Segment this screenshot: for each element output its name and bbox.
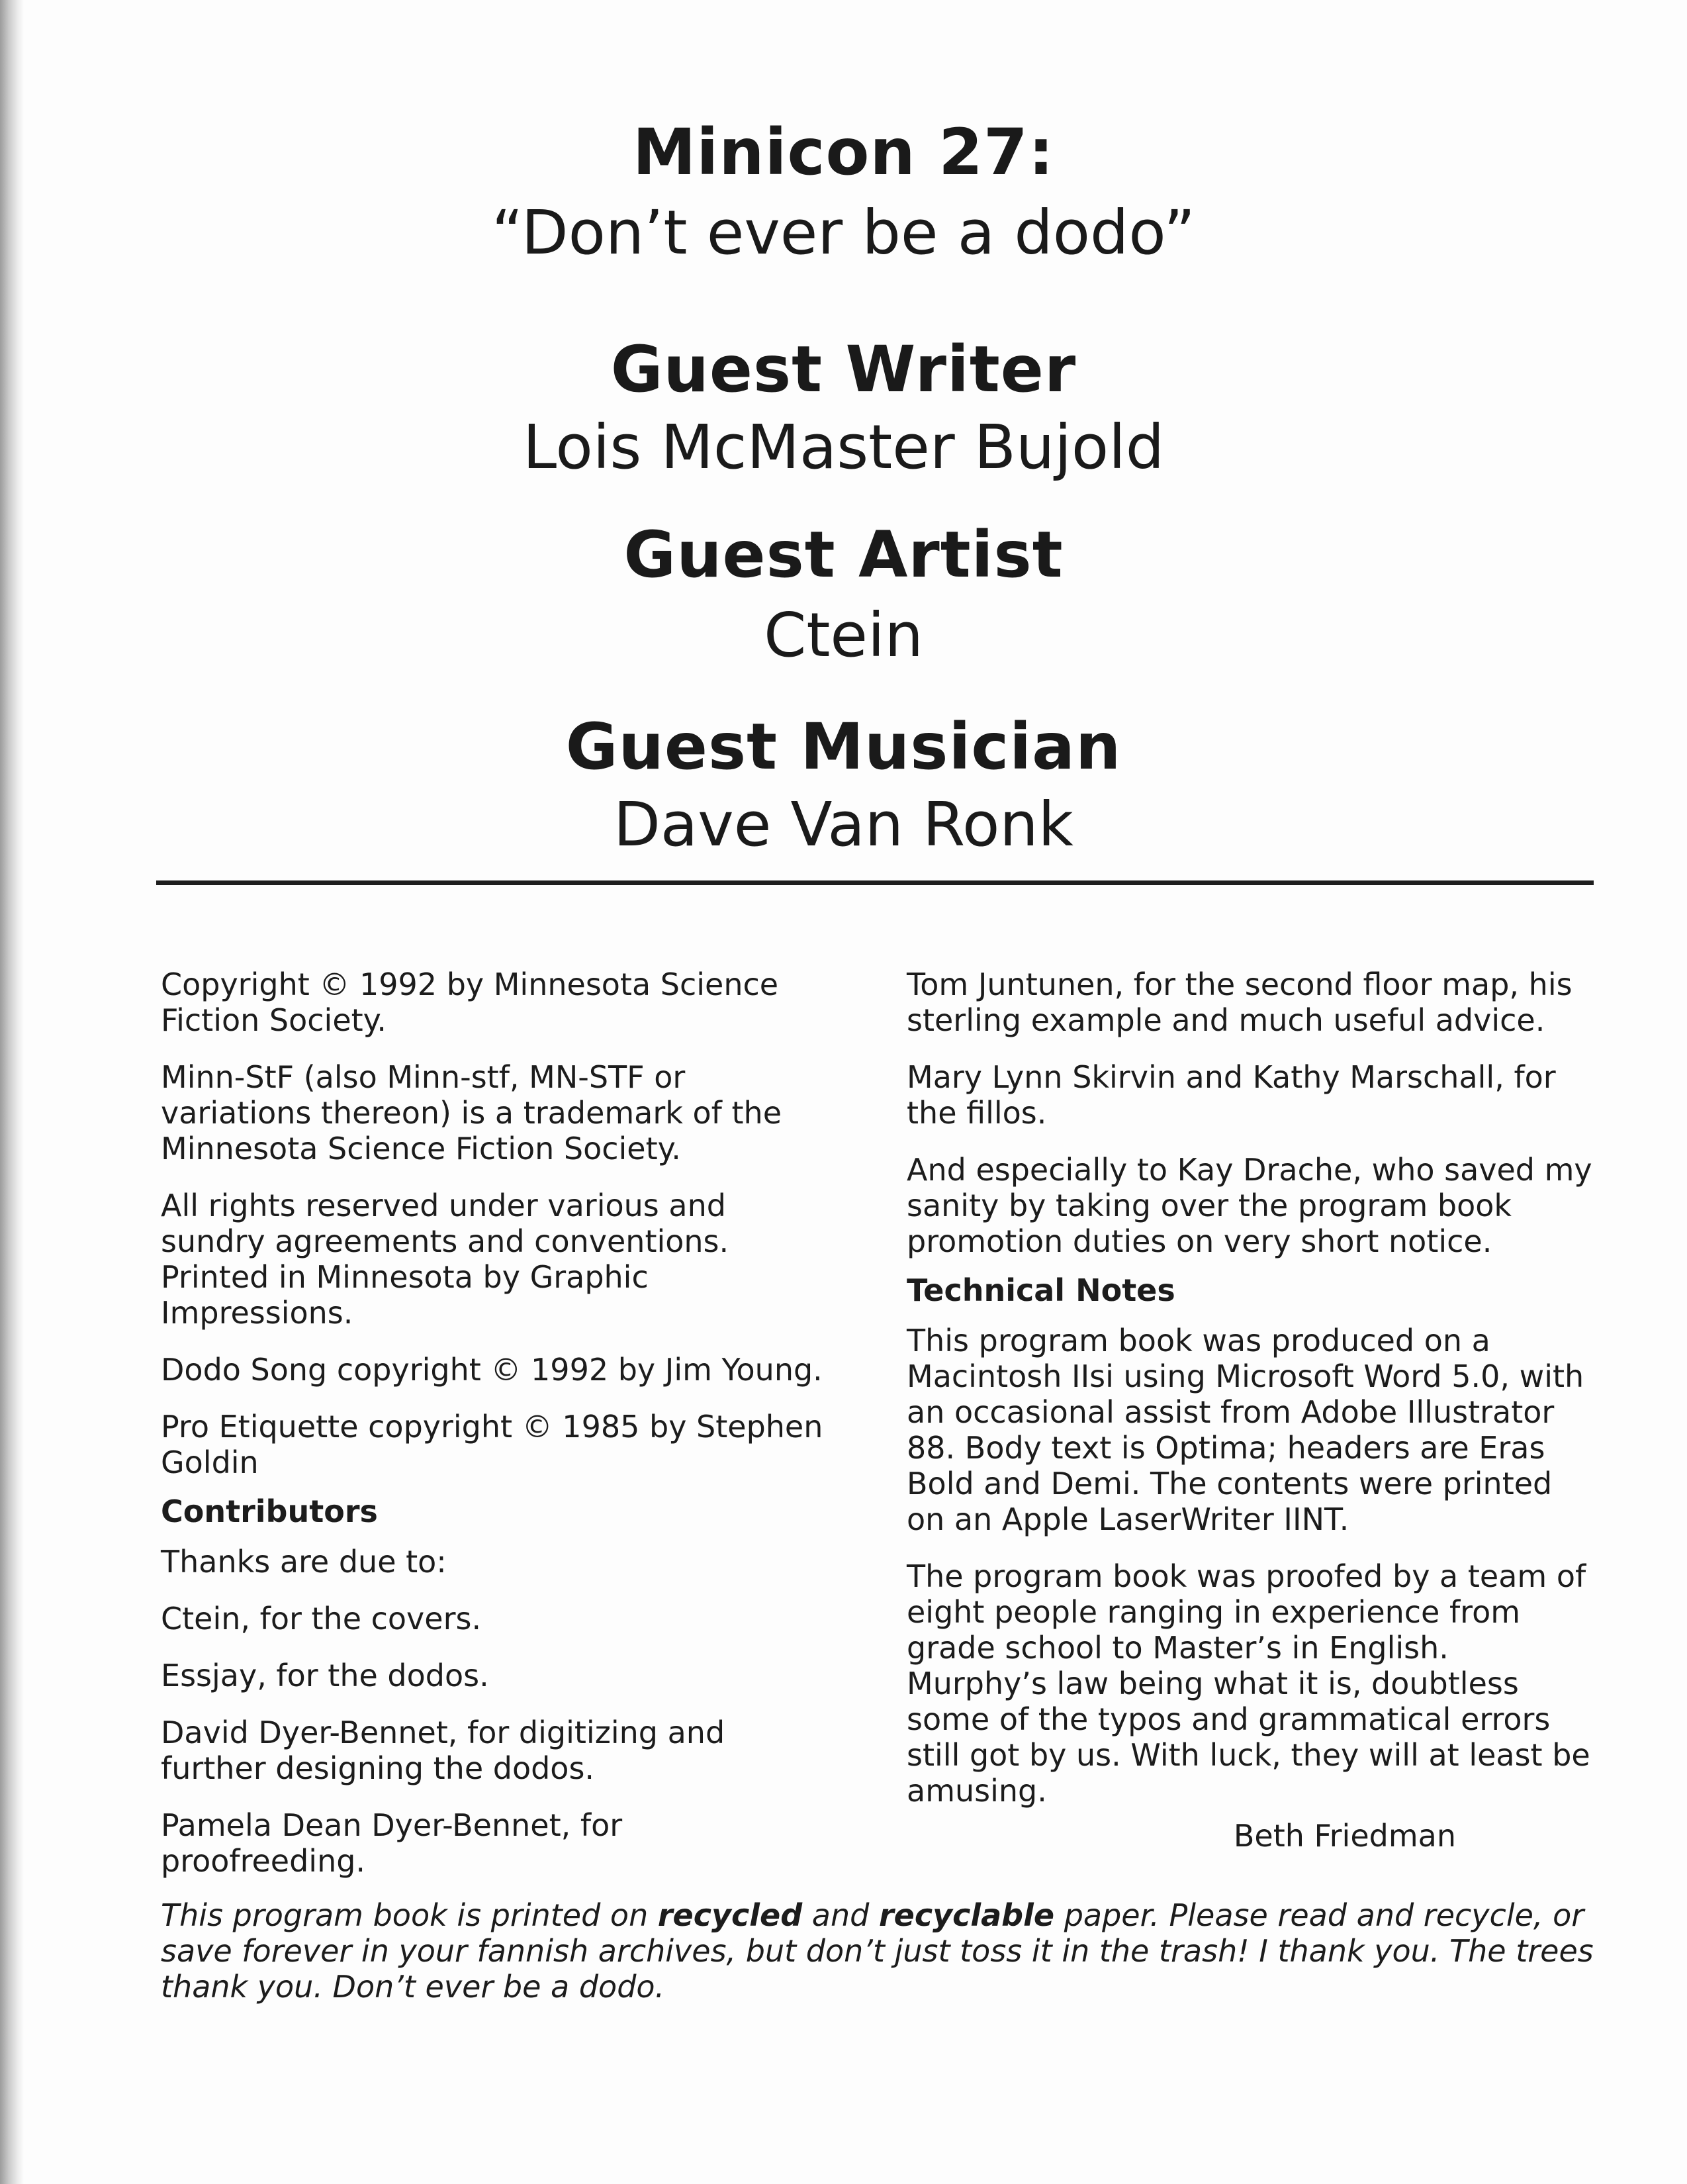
guest-artist-role: Guest Artist — [623, 518, 1064, 592]
contributors-heading: Contributors — [161, 1494, 378, 1529]
event-theme: “Don’t ever be a dodo” — [491, 197, 1196, 268]
thanks-item: And especially to Kay Drache, who saved my sanity by taking over the program book promotion duties on very short notice. — [907, 1152, 1592, 1259]
right-column — [907, 967, 1595, 1854]
binding-shadow — [0, 0, 24, 2184]
guest-musician-role: Guest Musician — [565, 710, 1122, 784]
left-column — [161, 967, 836, 1900]
contributor-item: Ctein, for the covers. — [161, 1601, 482, 1637]
rights-notice: All rights reserved under various and sundry agreements and conventions. Printed in Minnesota by Graphic Impressions. — [161, 1188, 729, 1331]
thanks-item: Tom Juntunen, for the second floor map, his sterling example and much useful advice. — [907, 967, 1573, 1038]
recycling-note-text: paper. Please read and recycle, or save forever in your fannish archives, but don’t just toss it in the trash! I thank you. The trees thank you. Don’t ever be a dodo. — [161, 1897, 1594, 2005]
header-divider — [156, 880, 1594, 885]
contributor-item: Pamela Dean Dyer-Bennet, for proofreeding. — [161, 1807, 623, 1879]
guest-artist-name: Ctein — [764, 600, 923, 671]
dodo-song-copyright: Dodo Song copyright © 1992 by Jim Young. — [161, 1352, 823, 1388]
technical-note: This program book was produced on a Macintosh IIsi using Microsoft Word 5.0, with an occasional assist from Adobe Illustrator 88. Body text is Optima; headers are Eras Bold and Demi. The contents were printed on an Apple LaserWriter IINT. — [907, 1323, 1584, 1537]
contributor-item: Thanks are due to: — [161, 1544, 447, 1580]
recycling-note — [161, 1897, 1600, 2005]
pro-etiquette-copyright: Pro Etiquette copyright © 1985 by Stephen Goldin — [161, 1409, 823, 1480]
recycling-note-text: and — [802, 1897, 879, 1933]
contributor-item: Essjay, for the dodos. — [161, 1658, 489, 1693]
guest-writer-role: Guest Writer — [610, 332, 1077, 406]
event-title: Minicon 27: — [632, 115, 1055, 189]
author-signature: Beth Friedman — [1233, 1818, 1456, 1854]
recycled-emphasis: recycled — [657, 1897, 803, 1933]
technical-notes-heading: Technical Notes — [907, 1272, 1175, 1308]
thanks-item: Mary Lynn Skirvin and Kathy Marschall, for the fillos. — [907, 1059, 1556, 1131]
copyright-notice: Copyright © 1992 by Minnesota Science Fiction Society. — [161, 967, 779, 1038]
trademark-notice: Minn-StF (also Minn-stf, MN-STF or variations thereon) is a trademark of the Minnesota Science Fiction Society. — [161, 1059, 782, 1166]
recycling-note-text: This program book is printed on — [161, 1897, 658, 1933]
technical-note: The program book was proofed by a team of eight people ranging in experience from grade school to Master’s in English. Murphy’s law being what it is, doubtless some of the typos and grammatical errors still got by us. With luck, they will at least be amusing. — [907, 1558, 1590, 1809]
contributor-item: David Dyer-Bennet, for digitizing and further designing the dodos. — [161, 1715, 725, 1786]
recyclable-emphasis: recyclable — [878, 1897, 1055, 1933]
guest-musician-name: Dave Van Ronk — [614, 789, 1073, 860]
guest-writer-name: Lois McMaster Bujold — [522, 412, 1165, 483]
